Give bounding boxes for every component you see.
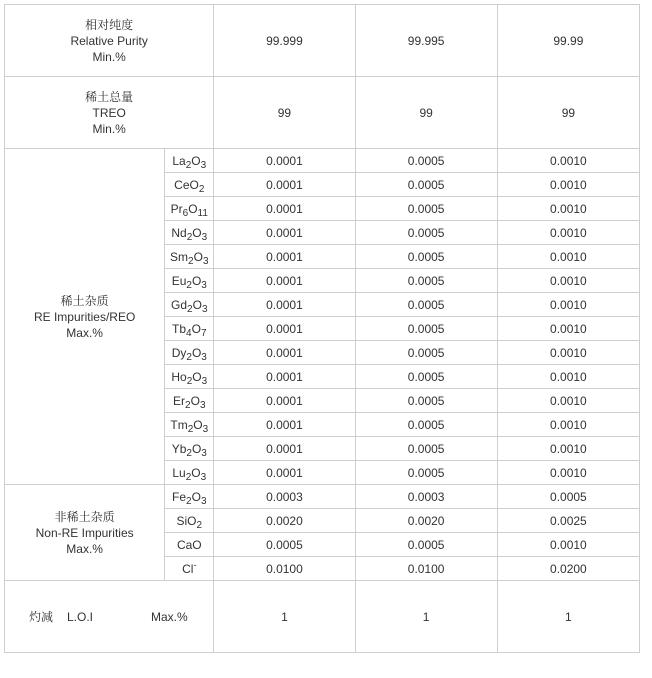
non-re-impurity-value: 0.0005	[355, 533, 497, 557]
non-re-impurity-label-cn: 非稀土杂质	[54, 509, 115, 524]
formula-text: Yb	[171, 441, 187, 456]
non-re-impurity-value: 0.0020	[355, 509, 497, 533]
re-impurity-value: 0.0005	[355, 173, 497, 197]
oxide-formula	[165, 197, 214, 221]
formula-subscript: 3	[200, 159, 207, 171]
formula-text: SiO	[176, 513, 197, 528]
oxide-formula	[165, 365, 214, 389]
formula-text: Fe	[172, 489, 187, 504]
formula-text: O	[191, 273, 202, 288]
re-impurity-value: 0.0001	[214, 149, 355, 173]
oxide-formula	[165, 269, 214, 293]
formula-subscript: 3	[200, 471, 207, 483]
formula-text: O	[192, 225, 202, 240]
re-impurity-value: 0.0001	[214, 389, 355, 413]
oxide-formula	[165, 557, 214, 581]
re-impurity-value: 0.0001	[214, 461, 355, 485]
loi-label-cn: 灼减	[29, 609, 54, 624]
formula-subscript: 2	[186, 351, 192, 363]
re-impurity-value: 0.0001	[214, 365, 355, 389]
loi-row	[5, 581, 640, 653]
re-impurity-value: 0.0005	[355, 317, 497, 341]
re-impurity-value: 0.0005	[355, 221, 497, 245]
formula-subscript: 3	[201, 351, 207, 363]
re-impurity-value: 0.0010	[497, 269, 639, 293]
non-re-impurity-value: 0.0005	[214, 533, 355, 557]
formula-subscript: 2	[185, 471, 192, 483]
re-impurity-value: 0.0001	[214, 173, 355, 197]
purity-value: 99.99	[497, 5, 639, 77]
re-impurity-value: 0.0001	[214, 413, 355, 437]
re-impurity-value: 0.0010	[497, 461, 639, 485]
formula-subscript: 3	[201, 279, 207, 291]
formula-text: CeO	[174, 177, 199, 192]
re-impurity-value: 0.0005	[355, 341, 497, 365]
formula-text: Gd	[171, 297, 188, 312]
re-impurity-value: 0.0001	[214, 221, 355, 245]
formula-text: O	[192, 297, 202, 312]
re-impurity-value: 0.0001	[214, 437, 355, 461]
re-impurity-value: 0.0001	[214, 341, 355, 365]
oxide-formula	[165, 437, 214, 461]
formula-subscript: 2	[185, 399, 191, 411]
formula-text: Er	[173, 393, 186, 408]
re-impurity-value: 0.0005	[355, 365, 497, 389]
re-impurity-value: 0.0001	[214, 317, 355, 341]
oxide-formula	[165, 245, 214, 269]
non-re-impurity-label-unit: Max.%	[66, 541, 103, 556]
re-impurity-value: 0.0010	[497, 149, 639, 173]
re-impurity-value: 0.0005	[355, 197, 497, 221]
treo-label-unit: Min.%	[92, 121, 126, 136]
loi-label-cell	[5, 581, 214, 653]
re-impurity-label-cn: 稀土杂质	[60, 293, 109, 308]
non-re-impurity-label-cell	[5, 485, 165, 581]
non-re-impurity-value: 0.0003	[214, 485, 355, 509]
re-impurity-value: 0.0005	[355, 413, 497, 437]
formula-subscript: 2	[186, 447, 192, 459]
re-impurity-value: 0.0010	[497, 341, 639, 365]
loi-label-unit: Max.%	[151, 609, 188, 624]
formula-text: O	[191, 345, 202, 360]
loi-value: 1	[497, 581, 639, 653]
formula-subscript: 3	[201, 375, 208, 387]
non-re-impurity-value: 0.0010	[497, 533, 639, 557]
purity-label-cell	[5, 5, 214, 77]
treo-value: 99	[214, 77, 355, 149]
treo-row	[5, 77, 640, 149]
formula-subscript: 2	[186, 375, 193, 387]
formula-subscript: 3	[199, 399, 206, 411]
re-impurity-value: 0.0005	[355, 293, 497, 317]
re-impurity-value: 0.0010	[497, 197, 639, 221]
formula-text: Dy	[171, 345, 187, 360]
formula-subscript: 2	[196, 519, 203, 531]
non-re-impurity-value: 0.0020	[214, 509, 355, 533]
treo-label-cn: 稀土总量	[85, 89, 134, 104]
purity-label-en: Relative Purity	[70, 33, 148, 48]
re-impurity-value: 0.0005	[355, 461, 497, 485]
oxide-formula	[165, 485, 214, 509]
purity-row	[5, 5, 640, 77]
formula-subscript: 2	[186, 495, 192, 507]
formula-subscript: 3	[201, 303, 208, 315]
formula-subscript: 3	[200, 495, 207, 507]
oxide-formula	[165, 533, 214, 557]
treo-value: 99	[355, 77, 497, 149]
re-impurity-value: 0.0010	[497, 293, 639, 317]
oxide-formula	[165, 461, 214, 485]
formula-subscript: 2	[186, 231, 193, 243]
formula-subscript: 2	[187, 303, 193, 315]
spec-table-body	[5, 5, 640, 653]
oxide-formula	[165, 173, 214, 197]
re-impurity-value: 0.0001	[214, 293, 355, 317]
formula-subscript: 2	[186, 279, 192, 291]
re-impurity-value: 0.0005	[355, 245, 497, 269]
non-re-impurity-label-en: Non-RE Impurities	[35, 525, 134, 540]
oxide-formula	[165, 509, 214, 533]
formula-text: O	[192, 369, 202, 384]
re-impurity-value: 0.0010	[497, 413, 639, 437]
oxide-formula	[165, 341, 214, 365]
formula-subscript: 11	[197, 207, 208, 219]
formula-subscript: 2	[188, 255, 194, 267]
formula-text: O	[193, 249, 203, 264]
formula-subscript: 3	[202, 423, 209, 435]
loi-value: 1	[214, 581, 355, 653]
re-impurity-value: 0.0001	[214, 245, 355, 269]
purity-value: 99.999	[214, 5, 355, 77]
re-impurity-value: 0.0010	[497, 365, 639, 389]
formula-text: Pr	[170, 201, 183, 216]
formula-text: Ho	[171, 369, 187, 384]
non-re-impurity-value: 0.0005	[497, 485, 639, 509]
re-impurity-label-cell	[5, 149, 165, 485]
formula-subscript: 2	[187, 423, 194, 435]
oxide-formula	[165, 221, 214, 245]
re-impurity-label-unit: Max.%	[66, 325, 103, 340]
re-impurity-value: 0.0005	[355, 149, 497, 173]
purity-label-unit: Min.%	[92, 49, 126, 64]
non-re-impurity-value: 0.0200	[497, 557, 639, 581]
oxide-formula	[165, 293, 214, 317]
formula-text: O	[191, 153, 201, 168]
purity-label-cn: 相对纯度	[85, 17, 134, 32]
formula-text: O	[191, 321, 201, 336]
oxide-formula	[165, 413, 214, 437]
purity-value: 99.995	[355, 5, 497, 77]
oxide-formula	[165, 317, 214, 341]
non-re-impurity-value: 0.0100	[355, 557, 497, 581]
formula-subscript: 3	[201, 231, 208, 243]
formula-subscript: 3	[201, 447, 207, 459]
formula-text: O	[191, 489, 201, 504]
formula-superscript: -	[193, 559, 197, 570]
loi-label-en: L.O.I	[67, 609, 94, 624]
formula-text: Lu	[172, 465, 186, 480]
re-impurity-value: 0.0010	[497, 317, 639, 341]
formula-subscript: 2	[198, 183, 205, 195]
re-impurity-value: 0.0005	[355, 389, 497, 413]
treo-label-en: TREO	[92, 105, 126, 120]
formula-text: La	[172, 153, 186, 168]
formula-text: O	[193, 417, 203, 432]
formula-subscript: 2	[185, 159, 192, 171]
non-re-impurity-value: 0.0025	[497, 509, 639, 533]
oxide-formula	[165, 149, 214, 173]
formula-text: O	[191, 441, 202, 456]
formula-subscript: 3	[202, 255, 209, 267]
non-re-impurity-value: 0.0100	[214, 557, 355, 581]
formula-text: Tb	[172, 321, 187, 336]
formula-subscript: 6	[182, 207, 189, 219]
re-impurity-value: 0.0010	[497, 437, 639, 461]
re-impurity-value: 0.0010	[497, 173, 639, 197]
formula-subscript: 7	[200, 327, 207, 339]
re-impurity-value: 0.0010	[497, 389, 639, 413]
re-impurity-value: 0.0010	[497, 221, 639, 245]
treo-label-cell	[5, 77, 214, 149]
re-impurity-row	[5, 149, 640, 173]
formula-text: O	[188, 201, 198, 216]
non-re-impurity-row	[5, 485, 640, 509]
spec-table	[4, 4, 640, 653]
re-impurity-value: 0.0005	[355, 269, 497, 293]
re-impurity-value: 0.0010	[497, 245, 639, 269]
formula-text: Eu	[171, 273, 187, 288]
loi-value: 1	[355, 581, 497, 653]
formula-text: O	[190, 393, 200, 408]
formula-text: Tm	[170, 417, 188, 432]
treo-value: 99	[497, 77, 639, 149]
formula-subscript: 4	[186, 327, 192, 339]
formula-text: Nd	[171, 225, 187, 240]
re-impurity-value: 0.0001	[214, 197, 355, 221]
re-impurity-label-en: RE Impurities/REO	[33, 309, 136, 324]
re-impurity-value: 0.0001	[214, 269, 355, 293]
formula-text: O	[191, 465, 201, 480]
formula-text: Sm	[170, 249, 189, 264]
oxide-formula	[165, 389, 214, 413]
non-re-impurity-value: 0.0003	[355, 485, 497, 509]
formula-text: Cl	[182, 561, 194, 576]
formula-text: CaO	[176, 537, 202, 552]
re-impurity-value: 0.0005	[355, 437, 497, 461]
